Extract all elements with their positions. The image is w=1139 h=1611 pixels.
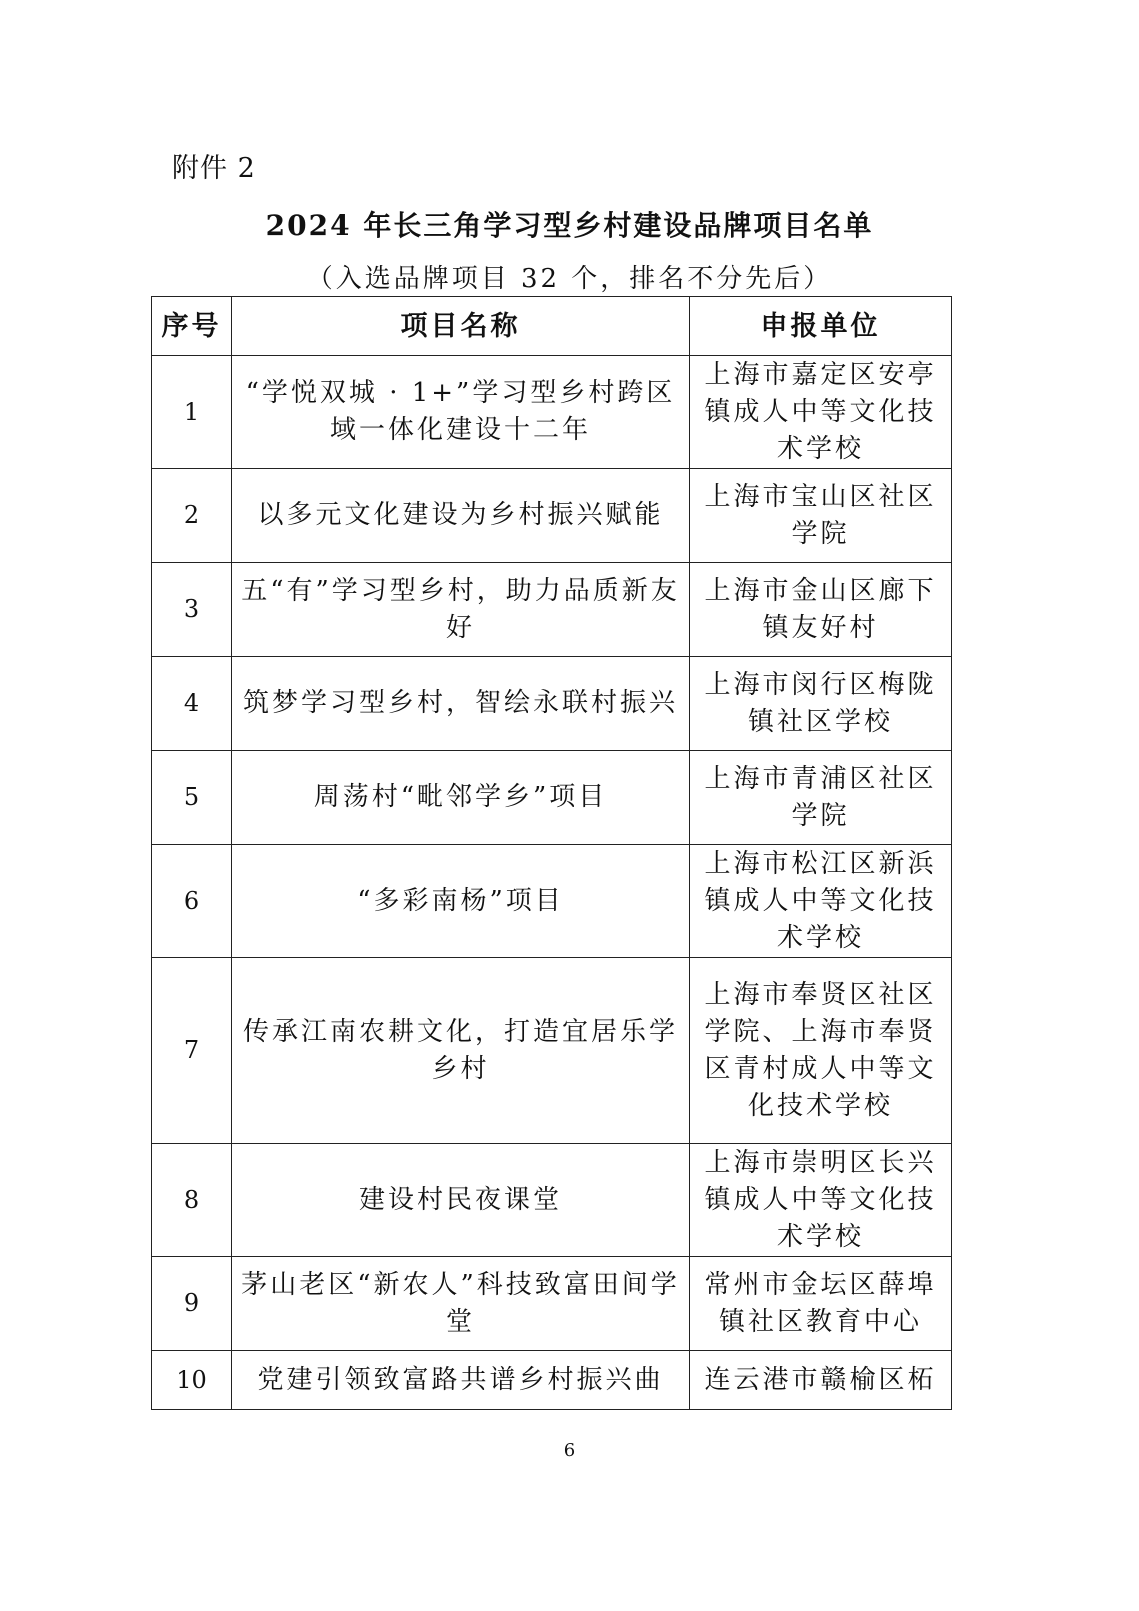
row-number: 9 [152,1257,232,1351]
document-title: 2024 年长三角学习型乡村建设品牌项目名单 [265,209,874,242]
table-row [152,657,952,751]
row-project-name: 党建引领致富路共谱乡村振兴曲 [232,1351,690,1410]
row-applicant-unit: 上海市松江区新浜镇成人中等文化技术学校 [690,845,952,958]
row-number: 4 [152,657,232,751]
row-number: 10 [152,1351,232,1410]
table-row [152,751,952,845]
header-project-name: 项目名称 [232,297,690,356]
table-row [152,1144,952,1257]
row-applicant-unit: 上海市闵行区梅陇镇社区学校 [690,657,952,751]
row-number: 7 [152,958,232,1144]
table-row [152,1351,952,1410]
row-project-name: 筑梦学习型乡村，智绘永联村振兴 [232,657,690,751]
row-applicant-unit: 上海市奉贤区社区学院、上海市奉贤区青村成人中等文化技术学校 [690,958,952,1144]
row-applicant-unit: 上海市嘉定区安亭镇成人中等文化技术学校 [690,356,952,469]
header-number: 序号 [152,297,232,356]
table-row [152,1257,952,1351]
project-list-table [151,296,952,1410]
table-row [152,958,952,1144]
row-number: 1 [152,356,232,469]
row-project-name: 建设村民夜课堂 [232,1144,690,1257]
row-number: 2 [152,469,232,563]
table-row [152,356,952,469]
row-applicant-unit: 上海市宝山区社区学院 [690,469,952,563]
row-applicant-unit: 连云港市赣榆区柘 [690,1351,952,1410]
row-project-name: 以多元文化建设为乡村振兴赋能 [232,469,690,563]
row-number: 5 [152,751,232,845]
row-project-name: 周荡村“毗邻学乡”项目 [232,751,690,845]
row-number: 8 [152,1144,232,1257]
table-header-row [152,297,952,356]
document-subtitle: （入选品牌项目 32 个，排名不分先后） [306,264,833,294]
row-project-name: 茅山老区“新农人”科技致富田间学堂 [232,1257,690,1351]
page-number: 6 [563,1440,576,1461]
row-project-name: “学悦双城 · 1+”学习型乡村跨区域一体化建设十二年 [232,356,690,469]
row-project-name: 传承江南农耕文化，打造宜居乐学乡村 [232,958,690,1144]
row-applicant-unit: 上海市金山区廊下镇友好村 [690,563,952,657]
table-row [152,563,952,657]
table-row [152,469,952,563]
row-applicant-unit: 上海市崇明区长兴镇成人中等文化技术学校 [690,1144,952,1257]
table-row [152,845,952,958]
attachment-label: 附件 2 [172,153,256,184]
header-applicant-unit: 申报单位 [690,297,952,356]
row-project-name: “多彩南杨”项目 [232,845,690,958]
row-project-name: 五“有”学习型乡村，助力品质新友好 [232,563,690,657]
row-number: 3 [152,563,232,657]
row-number: 6 [152,845,232,958]
row-applicant-unit: 常州市金坛区薛埠镇社区教育中心 [690,1257,952,1351]
row-applicant-unit: 上海市青浦区社区学院 [690,751,952,845]
